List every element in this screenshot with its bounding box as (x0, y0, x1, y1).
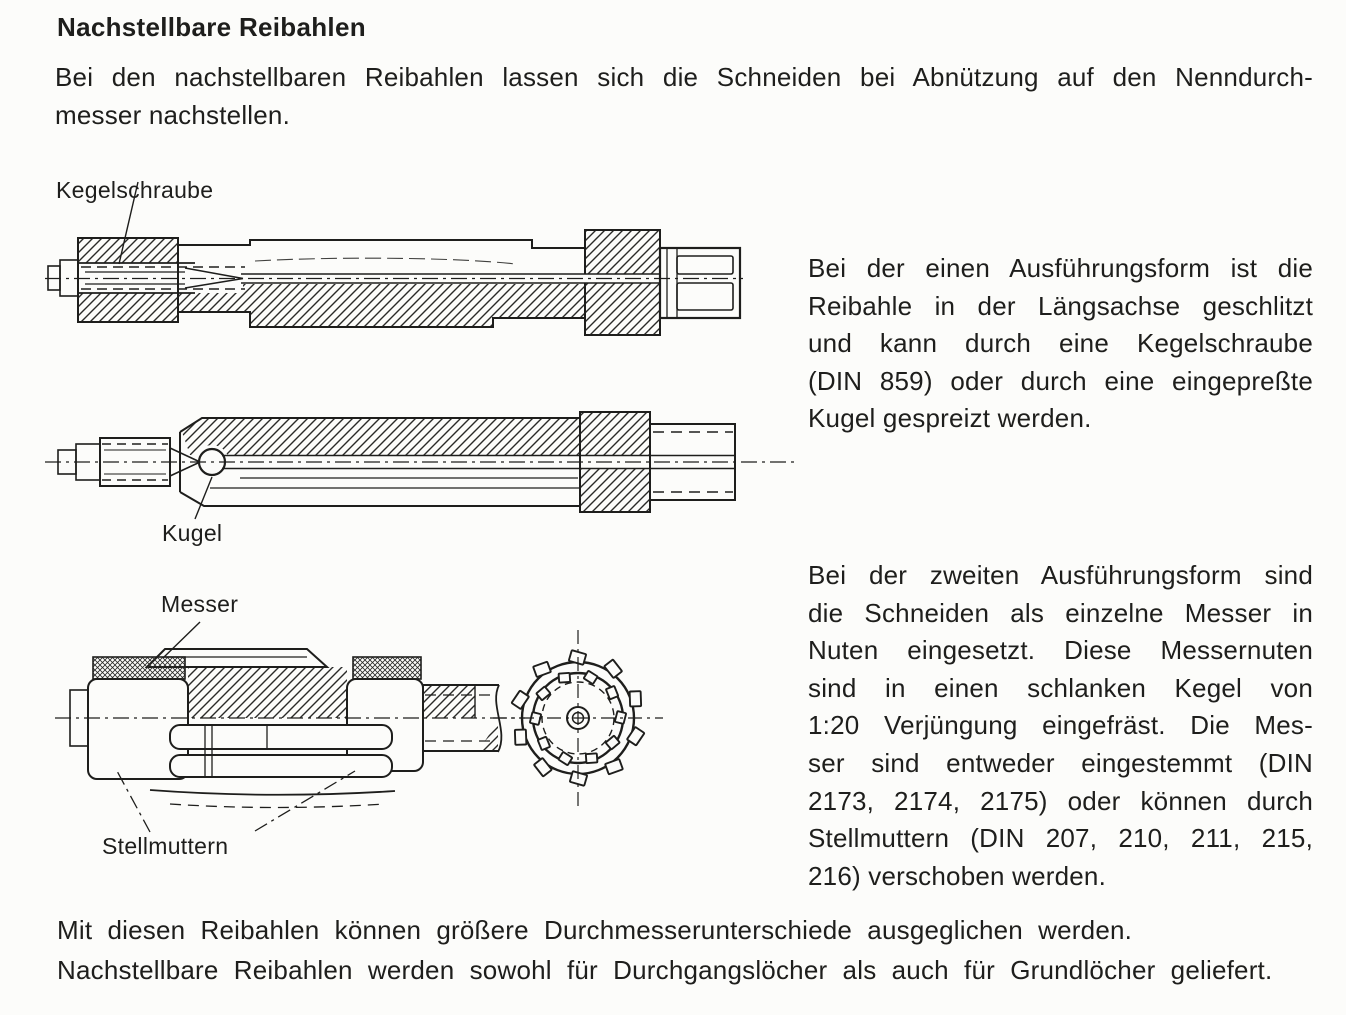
fig3-linework (55, 622, 663, 832)
fig2-linework (45, 412, 795, 519)
text-line: 2173, 2174, 2175) oder können durch (808, 785, 1313, 816)
fig3-stellmuttern-leader-right (255, 771, 355, 831)
text-line: Reibahle in der Längsachse geschlitzt (808, 290, 1313, 321)
fig3-cross-section (493, 630, 663, 808)
text-line: messer nachstellen. (55, 99, 291, 130)
label-kugel: Kugel (162, 520, 223, 546)
fig1-linework (45, 182, 743, 335)
fig-ball-reamer-drawing (40, 398, 800, 528)
page-title: Nachstellbare Reibahlen (57, 12, 366, 42)
text-line: Nachstellbare Reibahlen werden sowohl für Durchgangslöcher als auch für Grundlöcher geliefert. (57, 955, 1273, 985)
text-line: Nuten eingesetzt. Diese Messernuten (808, 635, 1313, 666)
text-line: ser sind entweder eingestemmt (DIN (808, 747, 1313, 778)
text-line: die Schneiden als einzelne Messer in (808, 597, 1313, 628)
text-line: sind in einen schlanken Kegel von (808, 672, 1313, 703)
text-line: Bei der zweiten Ausführungsform sind (808, 560, 1313, 590)
right-paragraph-2 (808, 557, 1313, 895)
text-line: (DIN 859) oder durch eine eingepreßte (808, 365, 1313, 396)
fig-blade-reamer-drawing (55, 585, 705, 855)
fig3-stellmuttern-leader-left (117, 771, 150, 832)
footer-paragraph (57, 910, 1325, 990)
text-line: Mit diesen Reibahlen können größere Durchmesserunterschiede ausgeglichen werden. (57, 915, 1133, 945)
fig2-leader-line (195, 477, 212, 519)
label-messer: Messer (161, 591, 239, 617)
label-stellmuttern: Stellmuttern (102, 833, 229, 859)
right-paragraph-1 (808, 250, 1313, 438)
text-line: 216) verschoben werden. (808, 860, 1107, 891)
intro-paragraph (55, 59, 1313, 134)
text-line: Bei den nachstellbaren Reibahlen lassen sich die Schneiden bei Abnützung auf den Nenndurch- (55, 62, 1313, 92)
text-line: 1:20 Verjüngung eingefräst. Die Mes- (808, 710, 1313, 741)
text-line: Kugel gespreizt werden. (808, 403, 1092, 434)
text-line: Stellmuttern (DIN 207, 210, 211, 215, (808, 823, 1313, 854)
text-line: und kann durch eine Kegelschraube (808, 328, 1313, 359)
label-kegelschraube: Kegelschraube (56, 177, 214, 203)
text-line: Bei der einen Ausführungsform ist die (808, 253, 1313, 283)
